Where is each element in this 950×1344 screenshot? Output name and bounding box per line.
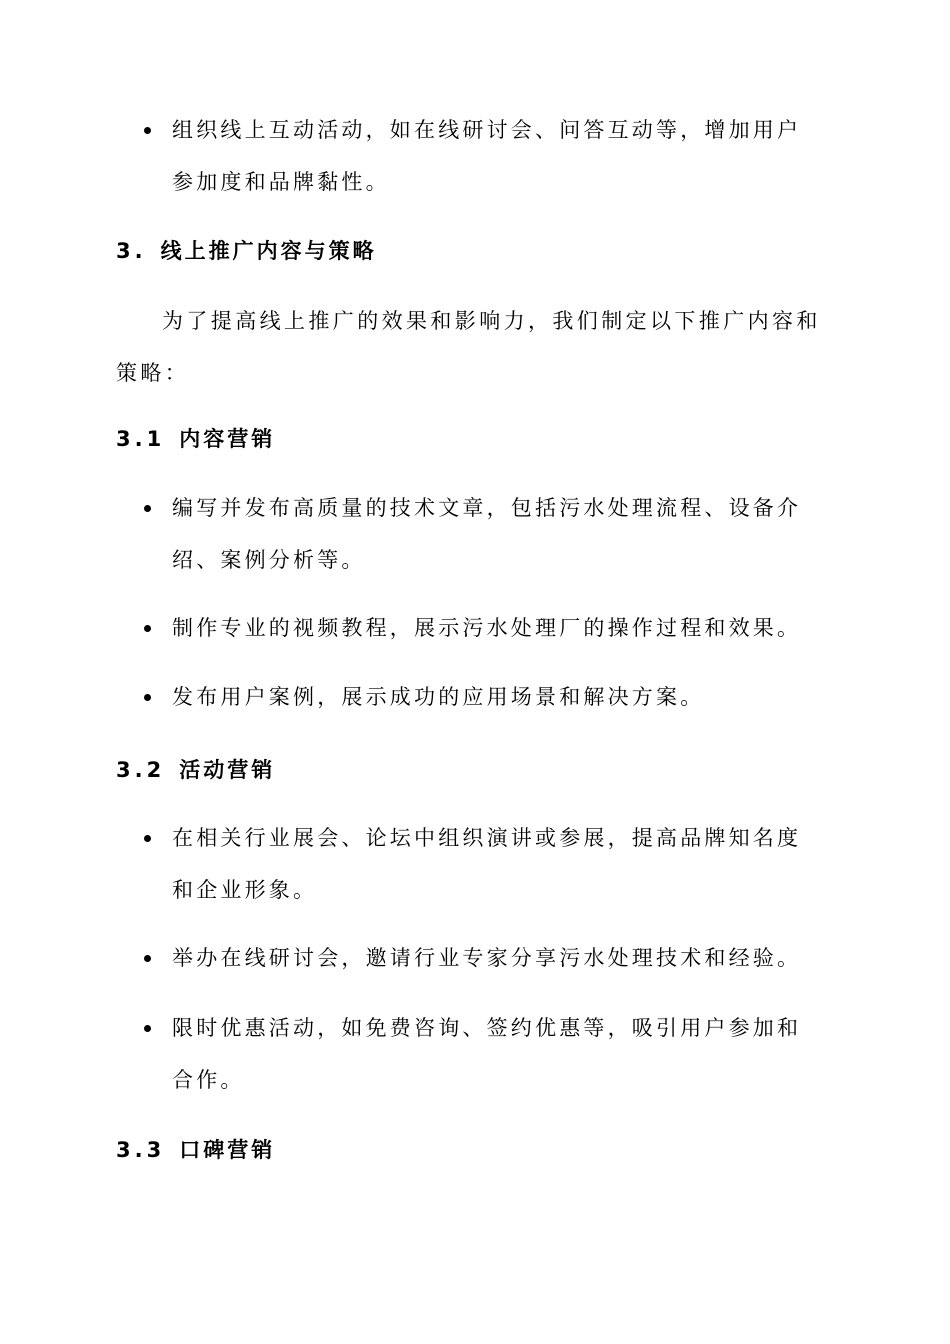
list-item: 在相关行业展会、论坛中组织演讲或参展，提高品牌知名度和企业形象。 [172, 826, 802, 902]
bullet-dot [144, 505, 151, 512]
section-heading-3-1 [116, 424, 275, 454]
section-number: 3.1 [116, 427, 166, 451]
list-item: 发布用户案例，展示成功的应用场景和解决方案。 [172, 685, 705, 709]
section-number: 3.2 [116, 758, 166, 782]
section-title: 口碑营销 [179, 1138, 276, 1162]
list-item: 组织线上互动活动，如在线研讨会、问答互动等，增加用户参加度和品牌黏性。 [172, 118, 802, 194]
section-title: 线上推广内容与策略 [160, 239, 377, 263]
bullet-dot [144, 955, 151, 962]
section-intro-paragraph: 为了提高线上推广的效果和影响力，我们制定以下推广内容和策略： [116, 309, 821, 385]
section-title: 内容营销 [179, 427, 276, 451]
bullet-dot [144, 694, 151, 701]
list-item: 编写并发布高质量的技术文章，包括污水处理流程、设备介绍、案例分析等。 [172, 496, 802, 572]
list-item: 举办在线研讨会，邀请行业专家分享污水处理技术和经验。 [172, 946, 802, 970]
section-number: 3. [116, 239, 147, 263]
bullet-dot [144, 835, 151, 842]
section-heading-3 [116, 236, 377, 266]
section-heading-3-3 [116, 1135, 275, 1165]
section-number: 3.3 [116, 1138, 166, 1162]
section-title: 活动营销 [179, 758, 276, 782]
bullet-dot [144, 1025, 151, 1032]
list-item: 限时优惠活动，如免费咨询、签约优惠等，吸引用户参加和合作。 [172, 1016, 802, 1092]
bullet-dot [144, 625, 151, 632]
section-heading-3-2 [116, 755, 275, 785]
list-item: 制作专业的视频教程，展示污水处理厂的操作过程和效果。 [172, 616, 802, 640]
bullet-dot [144, 127, 151, 134]
